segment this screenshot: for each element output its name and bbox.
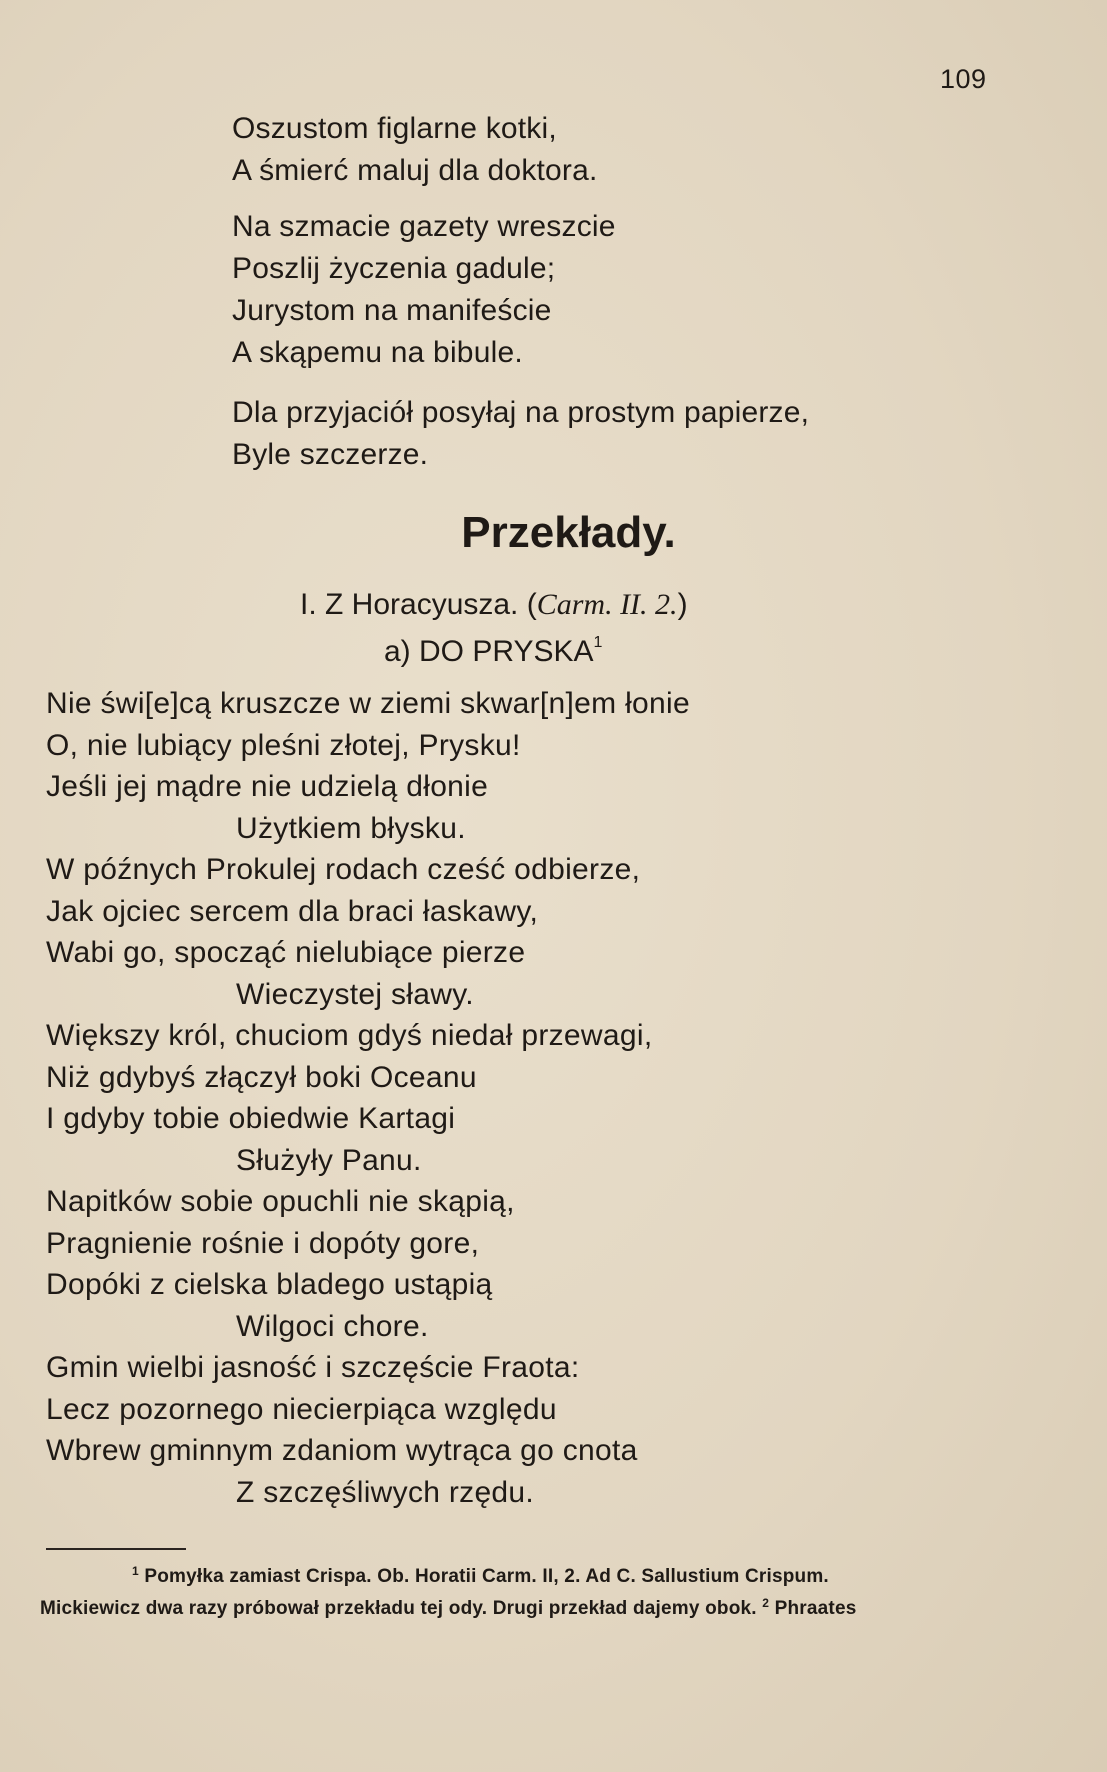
poem-line: Użytkiem błysku.: [236, 811, 466, 845]
footnote-line: [40, 1590, 857, 1622]
verse-line: Byle szczerze.: [232, 438, 429, 471]
page-number: 109: [940, 64, 987, 94]
poem-source: [300, 588, 688, 622]
section-title: Przekłady.: [461, 508, 676, 557]
footnote-mark: 2: [762, 1596, 770, 1610]
poem-line: Większy król, chuciom gdyś niedał przewagi,: [46, 1019, 653, 1052]
poem-line: I gdyby tobie obiedwie Kartagi: [46, 1102, 456, 1135]
poem-line: Gmin wielbi jasność i szczęście Fraota:: [46, 1351, 580, 1384]
footnote-text: Pomyłka zamiast Crispa. Ob. Horatii Carm. II, 2. Ad C. Sallustium Crispum.: [144, 1566, 829, 1587]
footnote-text: Mickiewicz dwa razy próbował przekładu tej ody. Drugi przekład dajemy obok.: [40, 1598, 757, 1619]
poem-line: Napitków sobie opuchli nie skąpią,: [46, 1185, 515, 1218]
footnote-line: [40, 1558, 857, 1590]
poem-line: Dopóki z cielska bladego ustąpią: [46, 1268, 493, 1301]
poem-body: [46, 683, 690, 1513]
verse-line: A skąpemu na bibule.: [232, 336, 523, 369]
poem-line: Wabi go, spocząć nielubiące pierze: [46, 936, 526, 969]
source-reference: Carm. II. 2.: [536, 588, 678, 621]
verse-line: Poszlij życzenia gadule;: [232, 252, 556, 285]
source-suffix: ): [677, 588, 688, 621]
poem-line: Jak ojciec sercem dla braci łaskawy,: [46, 894, 539, 928]
verse-line: Jurystom na manifeście: [232, 294, 552, 327]
footnotes: [40, 1558, 857, 1622]
footnote-divider: [46, 1548, 186, 1550]
verse-line: Dla przyjaciół posyłaj na prostym papierze,: [232, 396, 810, 429]
verse-line: A śmierć maluj dla doktora.: [232, 154, 598, 187]
poem-line: Wieczystej sławy.: [236, 977, 474, 1011]
poem-line: O, nie lubiący pleśni złotej, Prysku!: [46, 728, 521, 762]
poem-heading-text: a) DO PRYSKA: [384, 635, 594, 668]
poem-line: Nie świ[e]cą kruszcze w ziemi skwar[n]em łonie: [46, 687, 690, 720]
footnote-text: Phraates: [774, 1598, 857, 1619]
stanza-3: [232, 392, 809, 476]
poem-heading: [384, 634, 602, 669]
verse-line: Na szmacie gazety wreszcie: [232, 210, 616, 243]
verse-line: Oszustom figlarne kotki,: [232, 112, 557, 145]
poem-line: Wbrew gminnym zdaniom wytrąca go cnota: [46, 1434, 638, 1467]
poem-line: Z szczęśliwych rzędu.: [236, 1475, 535, 1509]
source-prefix: I. Z Horacyusza. (: [300, 588, 537, 621]
poem-line: Pragnienie rośnie i dopóty gore,: [46, 1226, 480, 1260]
poem-line: W późnych Prokulej rodach cześć odbierze,: [46, 853, 641, 886]
stanza-2: [232, 206, 616, 374]
poem-line: Jeśli jej mądre nie udzielą dłonie: [46, 770, 489, 803]
poem-line: Wilgoci chore.: [236, 1309, 429, 1343]
poem-line: Służyły Panu.: [236, 1143, 422, 1177]
footnote-mark: 1: [593, 634, 603, 651]
stanza-1: [232, 108, 598, 192]
poem-line: Lecz pozornego niecierpiąca względu: [46, 1392, 557, 1426]
poem-line: Niż gdybyś złączył boki Oceanu: [46, 1060, 477, 1094]
footnote-mark: 1: [132, 1564, 139, 1578]
